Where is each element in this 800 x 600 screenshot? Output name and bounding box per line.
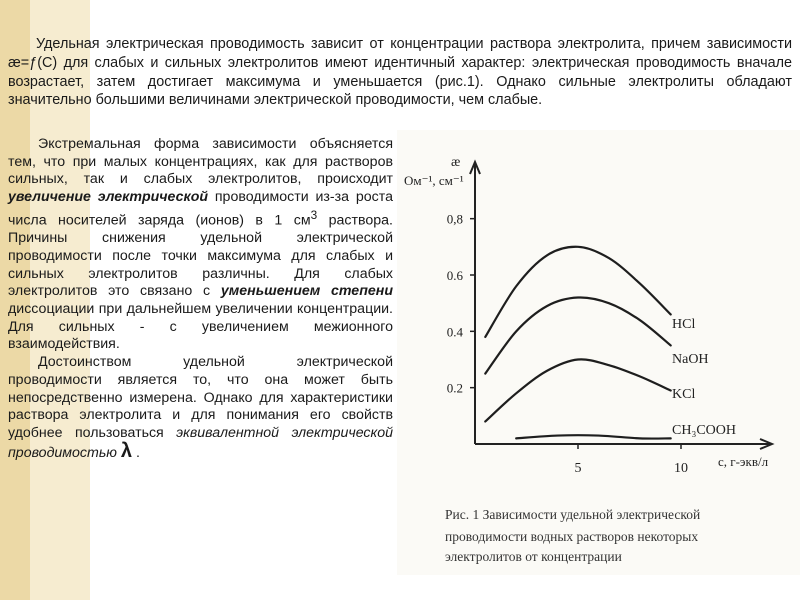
y-tick-label: 0.4 <box>446 324 463 340</box>
p1-superscript: 3 <box>310 207 318 222</box>
p2-emphasis: эквивалентной электрической проводимостью <box>8 424 393 461</box>
series-label-3: CH₃COOH <box>672 423 736 438</box>
series-label-1: NaOH <box>672 352 709 367</box>
p1-emphasis-decrease: уменьшением степени <box>220 283 393 300</box>
series-line-3 <box>516 435 671 438</box>
lambda-symbol: λ <box>120 439 133 462</box>
y-tick-label: 0,8 <box>446 211 463 227</box>
caption-line-1: Рис. 1 Зависимости удельной электрической <box>445 507 701 522</box>
p2-text: Достоинством удельной электрической проводимости является то, что она может быть непосредственно измерена. Однако для характеристики раствора электролита и для понимания его свойств удобнее пользоваться <box>8 354 393 441</box>
caption-line-2: проводимости водных растворов некоторых <box>445 529 699 544</box>
p1-emphasis-increase: увеличение электрической <box>8 189 209 206</box>
intro-paragraph: Удельная электрическая проводимость зависит от концентрации раствора электролита, причем зависимости æ=ƒ(C) для слабых и сильных электролитов имеют идентичный характер: электрическая проводимость вначале возрастает, затем достигает максимума и уменьшается (рис.1). Однако сильные электролиты обладают значительно большими величинами электрической проводимости, чем слабые. <box>8 36 792 109</box>
y-axis-unit: Ом⁻¹, см⁻¹ <box>404 173 464 188</box>
p1-lead: Экстремальная форма зависимости объясняется тем, что при малых концентрациях, как для растворов сильных, так и слабых электролитов, происходит <box>8 136 393 188</box>
figure-caption <box>445 507 700 564</box>
p1-mid1: проводимости из-за роста числа носителей заряда (ионов) в 1 см <box>8 189 393 229</box>
p1-mid2: раствора. Причины снижения удельной электрической проводимости после точки максимума для слабых и сильных электролитов различны. Для слабых электролитов это связано с <box>8 212 393 300</box>
chart-series <box>485 247 670 439</box>
y-tick-label: 0.6 <box>446 268 463 283</box>
p2-end: . <box>136 444 140 461</box>
series-line-2 <box>485 359 670 421</box>
x-tick-label: 10 <box>674 461 688 476</box>
p1-tail: диссоциации при дальнейшем увеличении концентрации. Для сильных - с увеличением межионного взаимодействия. <box>8 301 393 353</box>
series-label-2: KCl <box>672 387 696 402</box>
x-tick-label: 5 <box>574 461 582 476</box>
series-line-1 <box>485 297 670 373</box>
series-label-0: HCl <box>672 317 696 332</box>
y-tick-label: 0.2 <box>446 380 463 396</box>
caption-line-3: электролитов от концентрации <box>445 549 622 564</box>
chart-axes <box>470 162 772 449</box>
chart-labels <box>404 155 769 469</box>
y-axis-symbol: æ <box>451 155 461 170</box>
x-axis-label: с, г-экв/л <box>718 454 769 469</box>
